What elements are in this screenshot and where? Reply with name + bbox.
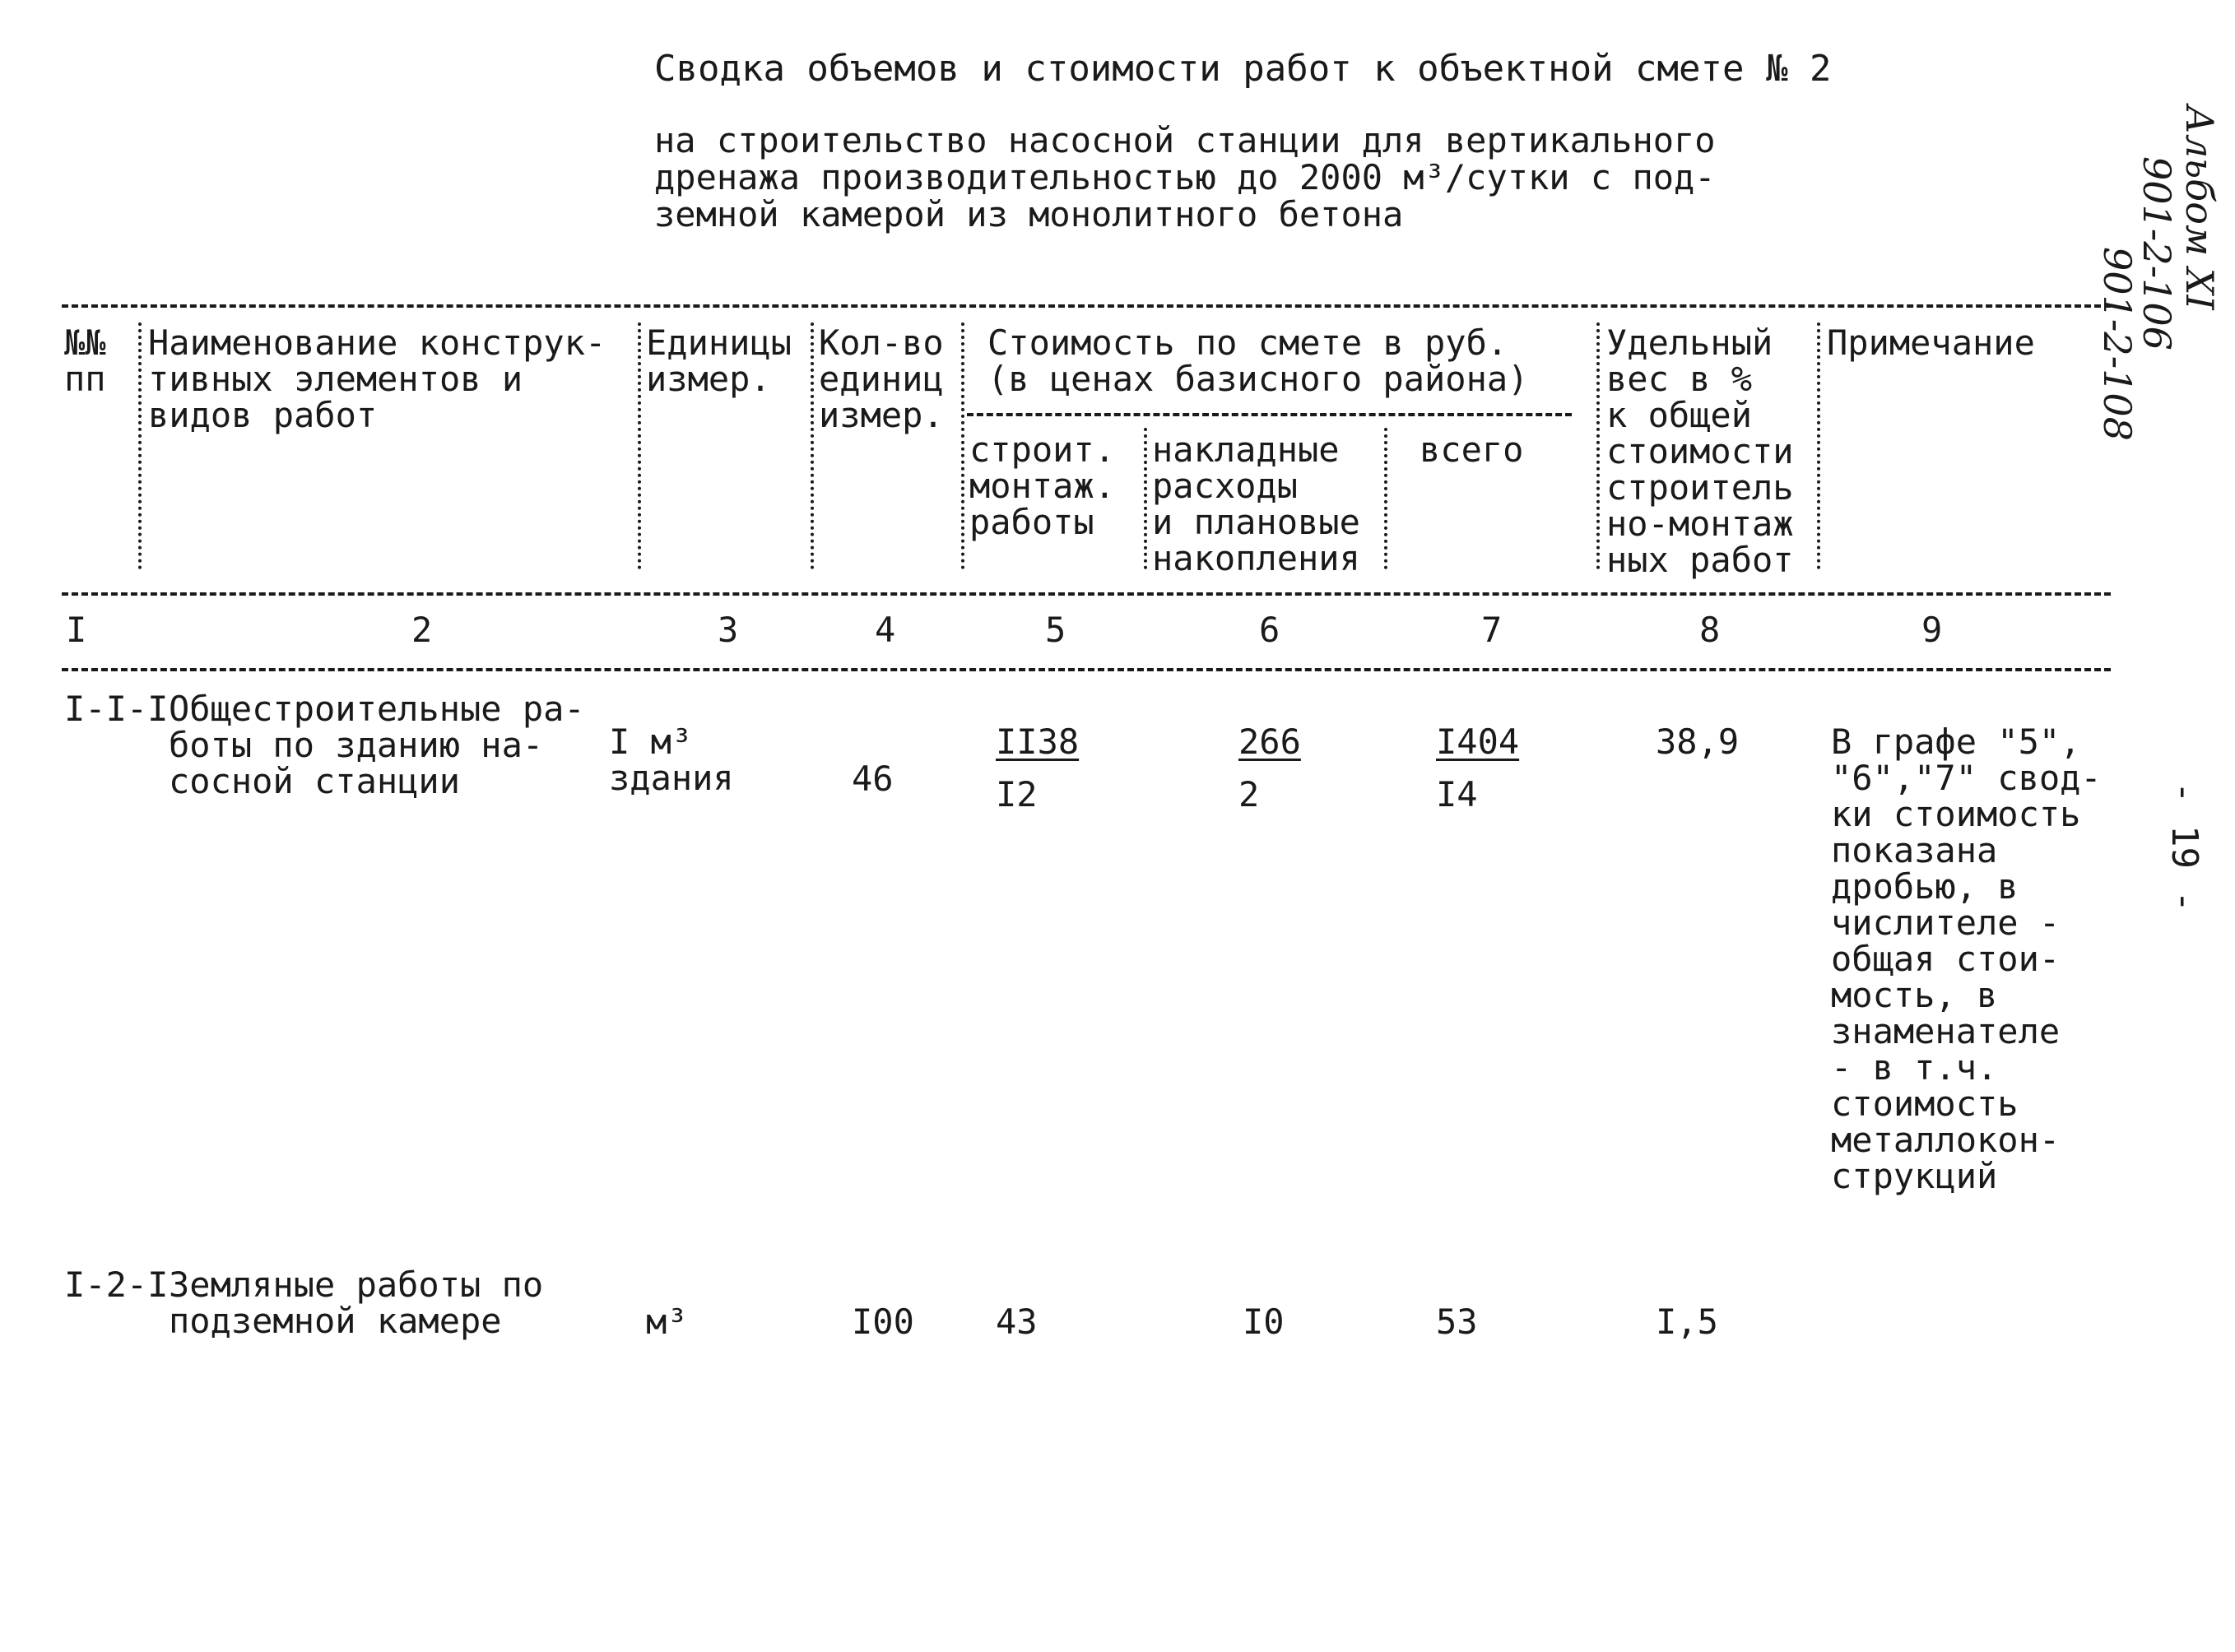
row-quantity: 46 — [852, 759, 894, 799]
colnum-7: 7 — [1481, 610, 1503, 650]
colnum-2: 2 — [411, 610, 433, 650]
header-cost-group: Стоимость по смете в руб. (в ценах базисного района) — [987, 323, 1529, 399]
row-total-denominator: I4 — [1436, 774, 1478, 814]
row-cost-works-denominator: I2 — [996, 774, 1038, 814]
row-quantity: I00 — [852, 1302, 914, 1342]
row-note: В графе "5", "6","7" свод- ки стоимость показана дробью, в числителе - общая стои- мость, в знаменателе - в т.ч. стоимость металлокон- струкций — [1831, 722, 2102, 1196]
page-number: - 19 - — [2163, 782, 2205, 912]
cost-group-rule — [967, 413, 1572, 416]
col-sep-1 — [138, 323, 142, 569]
row-overheads: I0 — [1243, 1302, 1285, 1342]
row-cost-works: 43 — [996, 1302, 1038, 1342]
col-sep-5 — [1144, 428, 1147, 569]
row-id: I-I-I — [64, 689, 169, 729]
row-overheads-denominator: 2 — [1238, 774, 1260, 814]
header-unit: Единицы измер. — [646, 323, 792, 399]
project-code-2: 901-2-108 — [2095, 247, 2140, 441]
project-code-1: 901-2-106 — [2135, 156, 2179, 350]
colnum-5: 5 — [1045, 610, 1066, 650]
header-overheads: накладные расходы и плановые накопления — [1152, 429, 1360, 578]
header-quantity: Кол-во единиц измер. — [819, 323, 944, 435]
col-sep-6 — [1384, 428, 1387, 569]
col-sep-3 — [811, 323, 814, 569]
colnum-bottom-rule — [62, 668, 2111, 671]
row-share: I,5 — [1656, 1302, 1718, 1342]
header-note: Примечание — [1827, 323, 2035, 363]
row-name: Общестроительные ра- боты по зданию на- сосной станции — [169, 689, 585, 801]
col-sep-8 — [1817, 323, 1820, 569]
table-top-rule — [62, 304, 2111, 308]
row-total-numerator: I404 — [1436, 722, 1520, 762]
colnum-9: 9 — [1921, 610, 1943, 650]
row-total: 53 — [1436, 1302, 1478, 1342]
page-title: Сводка объемов и стоимости работ к объектной смете № 2 — [654, 48, 1832, 90]
header-share: Удельный вес в % к общей стоимости строитель но-монтаж ных работ — [1606, 323, 1794, 580]
header-name: Наименование конструк- тивных элементов и видов работ — [148, 323, 606, 435]
colnum-6: 6 — [1259, 610, 1280, 650]
colnum-3: 3 — [718, 610, 739, 650]
header-bottom-rule — [62, 592, 2111, 596]
row-cost-works-numerator: II38 — [996, 722, 1080, 762]
colnum-8: 8 — [1699, 610, 1721, 650]
header-construction-works: строит. монтаж. работы — [969, 429, 1116, 542]
row-name: Земляные работы по подземной камере — [169, 1265, 544, 1341]
row-share: 38,9 — [1656, 722, 1740, 762]
col-sep-7 — [1596, 323, 1600, 569]
col-sep-2 — [638, 323, 641, 569]
colnum-4: 4 — [875, 610, 896, 650]
row-unit: м³ — [646, 1302, 688, 1342]
colnum-1: I — [66, 610, 87, 650]
row-unit: I м³ здания — [609, 722, 734, 798]
col-sep-4 — [961, 323, 964, 569]
header-total: всего — [1420, 429, 1524, 470]
page-subtitle: на строительство насосной станции для вертикального дренажа производительностью до 2000 м³/сутки с под- земной камерой из монолитного бетона — [654, 120, 1716, 234]
row-id: I-2-I — [64, 1265, 169, 1305]
row-overheads-numerator: 266 — [1238, 722, 1301, 762]
album-label: Альбом XI — [2177, 105, 2222, 310]
header-number: №№ пп — [64, 323, 106, 399]
